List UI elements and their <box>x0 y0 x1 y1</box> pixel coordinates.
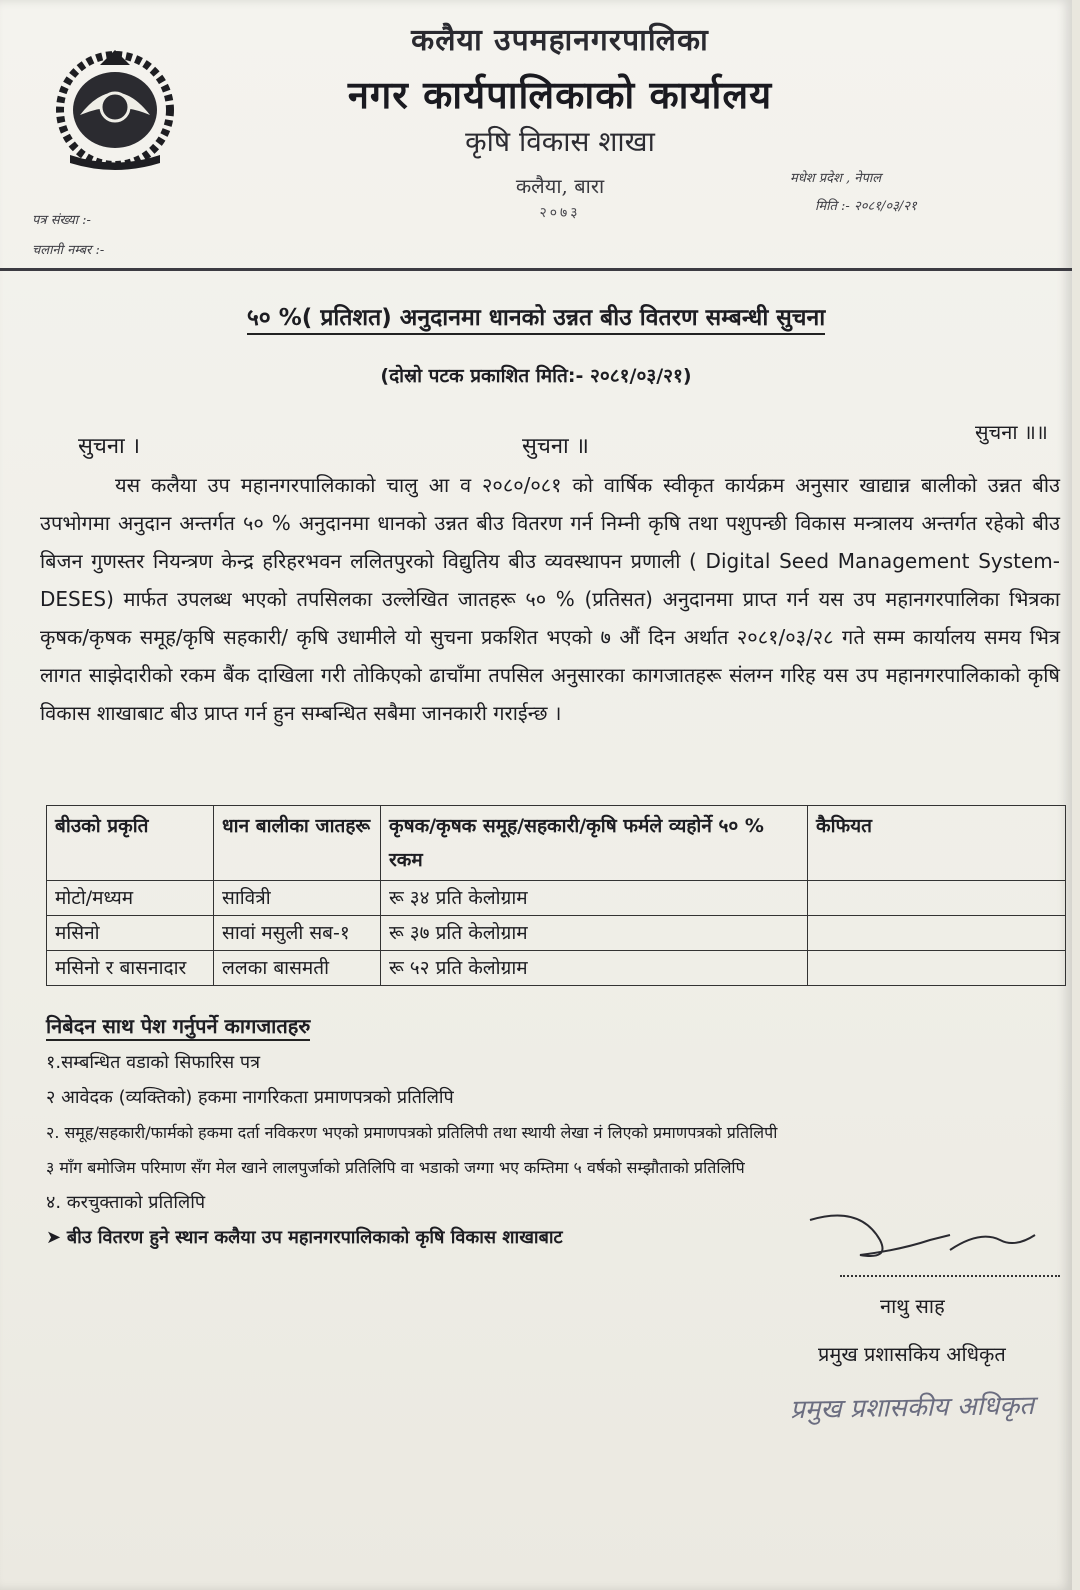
table-row <box>47 951 1066 986</box>
table-row <box>47 881 1066 916</box>
table-header-row <box>47 806 1066 881</box>
table-cell: सावां मसुली सब-१ <box>214 916 381 951</box>
notice-body: यस कलैया उप महानगरपालिकाको चालु आ व २०८०/०८१ को वार्षिक स्वीकृत कार्यक्रम अनुसार खाद्यान्न बालीको उन्नत बीउ उपभोगमा अनुदान अन्तर्गत ५० % अनुदानमा धानको उन्नत बीउ वितरण गर्न निम्नी कृषि तथा पशुपन्छी विकास मन्त्रालय अन्तर्गत रहेको बीउ बिजन गुणस्तर नियन्त्रण केन्द्र हरिहरभवन ललितपुरको विद्युतिय बीउ व्यवस्थापन प्रणाली ( Digital Seed Management System- DESES) मार्फत उपलब्ध भएको तपसिलका उल्लेखित जातहरू ५० % (प्रतिसत) अनुदानमा प्राप्त गर्न यस उप महानगरपालिका भित्रका कृषक/कृषक समूह/कृषि सहकारी/ कृषि उधामीले यो सुचना प्रकशित भएको ७ औं दिन अर्थात २०८१/०३/२८ गते सम्म कार्यालय समय भित्र लागत साझेदारीको रकम बैंक दाखिला गरी तोकिएको ढाचाँमा तपसिल अनुसारका कागजातहरू संलग्न गरिह यस उप महानगरपालिकाको कृषि विकास शाखाबाट बीउ प्राप्त गर्न हुन सम्बन्धित सबैमा जानकारी गराईन्छ । <box>40 473 1060 725</box>
list-item: ३ माँग बमोजिम परिमाण सँग मेल खाने लालपुर्जाको प्रतिलिपि वा भडाको जग्गा भए कम्तिमा ५ वर्षको सम्झौताको प्रतिलिपि <box>46 1158 745 1177</box>
table-cell: ललका बासमती <box>214 951 381 986</box>
signature-icon <box>800 1200 1040 1280</box>
signatory-designation: प्रमुख प्रशासकिय अधिकृत <box>818 1342 1006 1366</box>
established-year: २०७३ <box>539 205 581 221</box>
province-text: मधेश प्रदेश , नेपाल <box>790 171 882 186</box>
table-header-cell: बीउको प्रकृति <box>47 806 214 881</box>
branch-name: कृषि विकास शाखा <box>465 125 655 158</box>
list-item: १.सम्बन्धित वडाको सिफारिस पत्र <box>46 1052 261 1073</box>
table-cell: मसिनो र बासनादार <box>47 951 214 986</box>
notice-title: ५० %( प्रतिशत) अनुदानमा धानको उन्नत बीउ वितरण सम्बन्धी सुचना <box>0 300 1072 332</box>
letter-number-label: पत्र संख्या :- <box>32 213 91 228</box>
signature-line <box>840 1275 1060 1277</box>
list-item: ४. करचुक्ताको प्रतिलिपि <box>46 1192 206 1213</box>
dispatch-number-label: चलानी नम्बर :- <box>32 243 105 258</box>
documents-heading: निबेदन साथ पेश गर्नुपर्ने कागजातहरु <box>46 1012 310 1041</box>
office-name: नगर कार्यपालिकाको कार्यालय <box>347 72 773 117</box>
list-item: २. समूह/सहकारी/फार्मको हकमा दर्ता नविकरण भएको प्रमाणपत्रको प्रतिलिपी तथा स्थायी लेखा नं लिएको प्रमाणपत्रको प्रतिलिपी <box>46 1123 778 1142</box>
notice-label-center: सुचना ॥ <box>522 434 589 459</box>
table-cell <box>808 951 1066 986</box>
table-cell <box>808 881 1066 916</box>
table-cell: रू ३७ प्रति केलोग्राम <box>381 916 808 951</box>
table-cell: सावित्री <box>214 881 381 916</box>
signatory-name: नाथु साह <box>880 1294 945 1318</box>
table-header-cell: धान बालीका जातहरू <box>214 806 381 881</box>
arrow-bullet-icon: ➤ <box>46 1227 62 1248</box>
notice-subtitle: (दोस्रो पटक प्रकाशित मिति:- २०८१/०३/२१) <box>380 365 692 387</box>
table-cell: मसिनो <box>47 916 214 951</box>
table-cell: रू ३४ प्रति केलोग्राम <box>381 881 808 916</box>
list-item: २ आवेदक (व्यक्तिको) हकमा नागरिकता प्रमाणपत्रको प्रतिलिपि <box>46 1087 454 1108</box>
table-cell <box>808 916 1066 951</box>
nepal-emblem-icon <box>40 45 190 175</box>
municipality-name: कलैया उपमहानगरपालिका <box>411 23 709 58</box>
issue-date: मिति :- २०८१/०३/२१ <box>815 199 917 214</box>
seed-table <box>46 805 1066 986</box>
distribution-text: बीउ वितरण हुने स्थान कलैया उप महानगरपालिकाको कृषि विकास शाखाबाट <box>66 1227 563 1248</box>
notice-label-left: सुचना । <box>78 434 141 459</box>
table-row <box>47 916 1066 951</box>
office-location: कलैया, बारा <box>515 174 605 198</box>
table-cell: रू ५२ प्रति केलोग्राम <box>381 951 808 986</box>
designation-stamp: प्रमुख प्रशासकीय अधिकृत <box>789 1390 1035 1426</box>
notice-label-right: सुचना ॥॥ <box>975 420 1048 444</box>
table-header-cell: कृषक/कृषक समूह/सहकारी/कृषि फर्मले व्यहोर्ने ५० % रकम <box>381 806 808 881</box>
header-divider <box>0 268 1072 271</box>
table-header-cell: कैफियत <box>808 806 1066 881</box>
table-cell: मोटो/मध्यम <box>47 881 214 916</box>
